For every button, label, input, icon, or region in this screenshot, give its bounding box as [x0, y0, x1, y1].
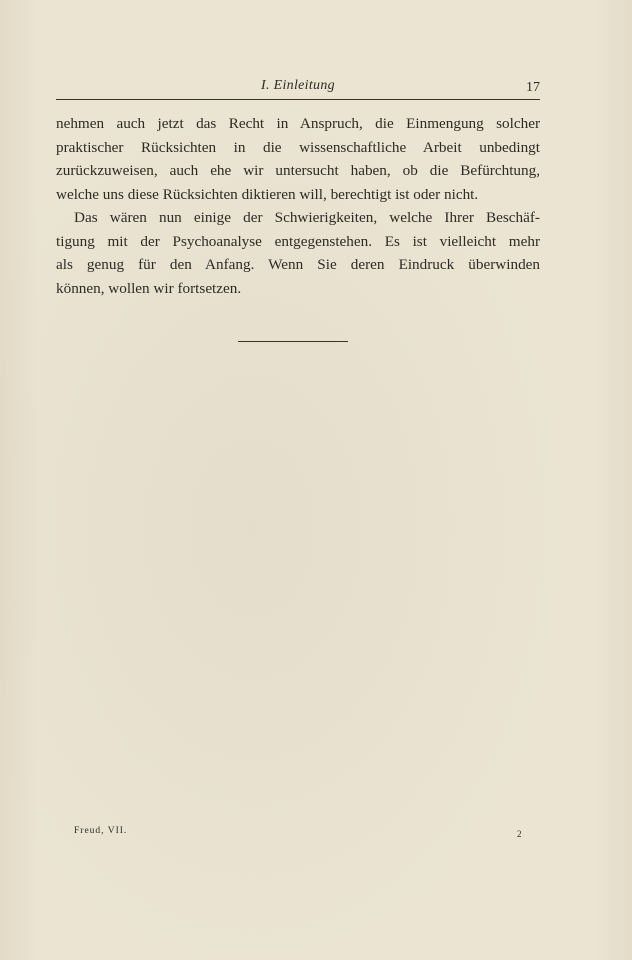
- chapter-title: I. Einleitung: [261, 78, 335, 93]
- text-line: tigung mit der Psychoanalyse entgegenstehen. Es ist vielleicht mehr: [56, 232, 540, 250]
- text-line: nehmen auch jetzt das Recht in Anspruch, die Einmengung solcher: [56, 115, 540, 132]
- paragraph-1: [56, 112, 540, 206]
- text-line: als genug für den Anfang. Wenn Sie deren Eindruck überwinden: [56, 256, 540, 273]
- text-line: Das wären nun einige der Schwierigkeiten, welche Ihrer Beschäf-: [74, 209, 540, 226]
- signature-mark: Freud, VII.: [74, 826, 128, 836]
- text-line: zurückzuweisen, auch ehe wir untersucht haben, ob die Befürchtung,: [56, 162, 540, 179]
- sheet-number: 2: [517, 829, 522, 839]
- body-text: [56, 112, 540, 300]
- page-number: 17: [526, 80, 540, 95]
- text-line: praktischer Rücksichten in die wissenschaftliche Arbeit unbedingt: [56, 138, 540, 156]
- header-rule: [56, 99, 540, 100]
- paragraph-2: [56, 206, 540, 300]
- text-line: können, wollen wir fortsetzen.: [56, 279, 242, 297]
- text-line: welche uns diese Rücksichten diktieren will, berechtigt ist oder nicht.: [56, 185, 479, 203]
- section-end-rule: [238, 341, 348, 342]
